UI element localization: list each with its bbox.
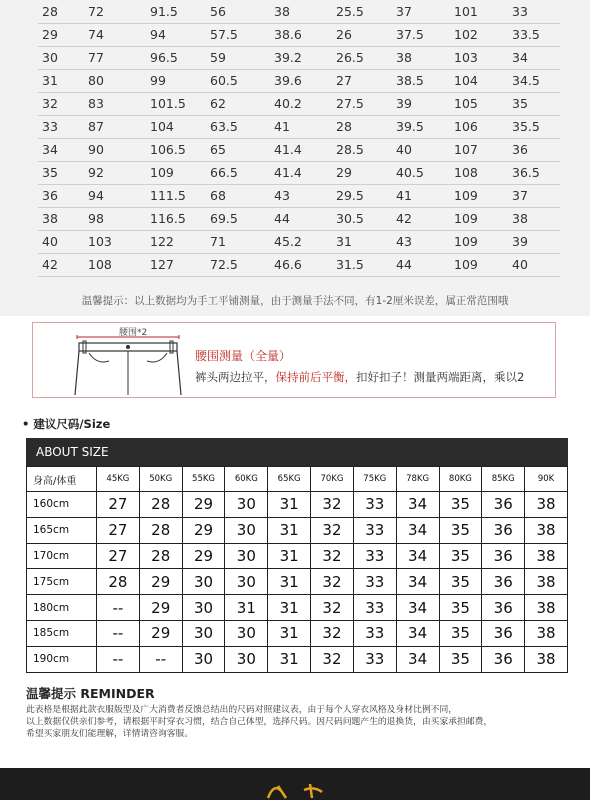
bottom-banner <box>0 768 590 800</box>
measurement-cell: 59 <box>206 46 270 69</box>
size-chart-cell: 36 <box>482 620 525 646</box>
measurement-table <box>38 0 560 277</box>
measurement-row <box>38 92 560 115</box>
size-chart-corner-label: 身高/体重 <box>27 467 97 492</box>
measurement-cell: 98 <box>84 207 146 230</box>
measurement-cell: 28.5 <box>332 138 392 161</box>
size-chart-cell: 30 <box>182 646 225 672</box>
decorative-calligraphy-icon <box>248 778 344 800</box>
size-chart-cell: 31 <box>268 517 311 543</box>
size-chart-cell: -- <box>97 620 140 646</box>
size-chart-cell: 38 <box>525 595 568 621</box>
size-chart-cell: 38 <box>525 492 568 518</box>
measurement-cell: 109 <box>450 207 508 230</box>
measurement-cell: 104 <box>450 69 508 92</box>
size-chart-cell: 35 <box>439 569 482 595</box>
measurement-cell: 31 <box>38 69 84 92</box>
waist-measure-diagram <box>32 322 556 398</box>
measurement-cell: 65 <box>206 138 270 161</box>
measurement-cell: 28 <box>332 115 392 138</box>
measurement-cell: 37.5 <box>392 23 450 46</box>
measurement-cell: 38 <box>270 0 332 23</box>
measurement-cell: 101.5 <box>146 92 206 115</box>
pants-icon <box>73 331 183 395</box>
measurement-cell: 127 <box>146 253 206 276</box>
measurement-cell: 42 <box>38 253 84 276</box>
measurement-cell: 38 <box>392 46 450 69</box>
diagram-desc-highlight: 保持前后平衡， <box>275 370 356 384</box>
size-chart-weight-header: 90K <box>525 467 568 492</box>
size-chart-cell: 38 <box>525 646 568 672</box>
measurement-row <box>38 0 560 23</box>
size-chart-weight-header: 80KG <box>439 467 482 492</box>
measurement-cell: 111.5 <box>146 184 206 207</box>
size-chart-cell: 28 <box>139 543 182 569</box>
measurement-cell: 35 <box>508 92 560 115</box>
waist-label: 腰围*2 <box>119 328 148 338</box>
measurement-cell: 46.6 <box>270 253 332 276</box>
size-chart-cell: 34 <box>396 595 439 621</box>
size-chart-cell: 29 <box>139 569 182 595</box>
size-chart-cell: 33 <box>353 569 396 595</box>
measurement-cell: 71 <box>206 230 270 253</box>
measurement-cell: 103 <box>84 230 146 253</box>
size-chart-cell: 36 <box>482 646 525 672</box>
measurement-cell: 36 <box>38 184 84 207</box>
size-chart-height-label: 180cm <box>27 595 97 621</box>
size-chart-weight-header: 78KG <box>396 467 439 492</box>
measurement-cell: 57.5 <box>206 23 270 46</box>
measurement-cell: 83 <box>84 92 146 115</box>
diagram-desc-part-1: 裤头两边拉平， <box>195 370 276 384</box>
measurement-cell: 37 <box>508 184 560 207</box>
measurement-cell: 31 <box>332 230 392 253</box>
measurement-cell: 116.5 <box>146 207 206 230</box>
measurement-cell: 39 <box>392 92 450 115</box>
measurement-cell: 96.5 <box>146 46 206 69</box>
size-chart-cell: 35 <box>439 543 482 569</box>
size-chart-weight-header: 75KG <box>353 467 396 492</box>
measurement-row <box>38 184 560 207</box>
diagram-desc-part-2: 扣好扣子！测量两端距离，乘以2 <box>356 370 525 384</box>
size-chart-cell: 31 <box>268 492 311 518</box>
measurement-cell: 40 <box>508 253 560 276</box>
size-chart-cell: 36 <box>482 492 525 518</box>
measurement-cell: 34.5 <box>508 69 560 92</box>
measurement-cell: 87 <box>84 115 146 138</box>
size-chart-cell: 36 <box>482 517 525 543</box>
measurement-cell: 56 <box>206 0 270 23</box>
measurement-cell: 33 <box>508 0 560 23</box>
size-chart-cell: 30 <box>182 620 225 646</box>
size-chart-cell: 31 <box>268 569 311 595</box>
measurement-cell: 90 <box>84 138 146 161</box>
measurement-cell: 36.5 <box>508 161 560 184</box>
measurement-cell: 106.5 <box>146 138 206 161</box>
measurement-cell: 26.5 <box>332 46 392 69</box>
size-chart-cell: 33 <box>353 492 396 518</box>
size-chart-cell: 34 <box>396 543 439 569</box>
size-chart-height-label: 185cm <box>27 620 97 646</box>
measurement-cell: 35.5 <box>508 115 560 138</box>
size-chart-cell: 32 <box>311 517 354 543</box>
measurement-row <box>38 69 560 92</box>
size-chart-cell: 35 <box>439 517 482 543</box>
size-chart-cell: 36 <box>482 595 525 621</box>
measurement-cell: 94 <box>146 23 206 46</box>
measurement-cell: 39.6 <box>270 69 332 92</box>
size-chart-cell: 31 <box>268 620 311 646</box>
measurement-cell: 105 <box>450 92 508 115</box>
measurement-cell: 41 <box>270 115 332 138</box>
size-chart-cell: 38 <box>525 543 568 569</box>
measurement-cell: 40 <box>38 230 84 253</box>
reminder-text <box>26 704 571 740</box>
size-chart-cell: 38 <box>525 620 568 646</box>
size-chart-cell: 33 <box>353 517 396 543</box>
size-chart-height-label: 175cm <box>27 569 97 595</box>
size-chart-row <box>27 517 568 543</box>
measurement-cell: 42 <box>392 207 450 230</box>
measurement-cell: 62 <box>206 92 270 115</box>
size-chart-cell: 32 <box>311 595 354 621</box>
size-chart-row <box>27 569 568 595</box>
measurement-cell: 43 <box>392 230 450 253</box>
size-chart-height-label: 160cm <box>27 492 97 518</box>
size-chart-cell: 32 <box>311 543 354 569</box>
size-chart-cell: 28 <box>97 569 140 595</box>
measurement-cell: 43 <box>270 184 332 207</box>
measurement-cell: 41.4 <box>270 161 332 184</box>
measurement-row <box>38 23 560 46</box>
measurement-cell: 30 <box>38 46 84 69</box>
size-chart-height-label: 165cm <box>27 517 97 543</box>
size-chart-cell: 30 <box>225 569 268 595</box>
measurement-row <box>38 138 560 161</box>
size-chart-cell: 29 <box>182 492 225 518</box>
measurement-cell: 32 <box>38 92 84 115</box>
measurement-cell: 108 <box>450 161 508 184</box>
size-chart-weight-header: 65KG <box>268 467 311 492</box>
measurement-cell: 109 <box>450 230 508 253</box>
measurement-cell: 109 <box>146 161 206 184</box>
measurement-cell: 92 <box>84 161 146 184</box>
measurement-cell: 27.5 <box>332 92 392 115</box>
measurement-cell: 66.5 <box>206 161 270 184</box>
measurement-cell: 29.5 <box>332 184 392 207</box>
measurement-row <box>38 230 560 253</box>
size-chart-cell: 38 <box>525 517 568 543</box>
size-chart-cell: 31 <box>268 646 311 672</box>
size-chart-cell: 30 <box>225 517 268 543</box>
reminder-line-3: 希望买家朋友们能理解，详情请咨询客服。 <box>26 729 194 739</box>
size-chart-cell: 30 <box>225 543 268 569</box>
size-chart-row <box>27 595 568 621</box>
about-size-bar: ABOUT SIZE <box>26 438 568 466</box>
measurement-cell: 107 <box>450 138 508 161</box>
size-chart-cell: 31 <box>268 595 311 621</box>
measurement-cell: 40.5 <box>392 161 450 184</box>
size-chart-cell: 35 <box>439 492 482 518</box>
size-chart-cell: 27 <box>97 492 140 518</box>
measurement-cell: 94 <box>84 184 146 207</box>
measurement-cell: 91.5 <box>146 0 206 23</box>
size-chart-cell: 27 <box>97 517 140 543</box>
size-chart-cell: 29 <box>139 595 182 621</box>
size-chart-cell: 28 <box>139 492 182 518</box>
size-chart-row <box>27 620 568 646</box>
size-chart-height-label: 190cm <box>27 646 97 672</box>
measurement-cell: 41.4 <box>270 138 332 161</box>
size-chart-cell: 30 <box>182 569 225 595</box>
size-chart-cell: 27 <box>97 543 140 569</box>
size-chart-cell: 32 <box>311 646 354 672</box>
size-chart-cell: 33 <box>353 595 396 621</box>
measurement-cell: 38.5 <box>392 69 450 92</box>
size-chart-row <box>27 646 568 672</box>
measurement-cell: 31.5 <box>332 253 392 276</box>
size-chart-cell: 34 <box>396 646 439 672</box>
measurement-cell: 29 <box>38 23 84 46</box>
size-chart-height-label: 170cm <box>27 543 97 569</box>
measurement-cell: 34 <box>38 138 84 161</box>
size-chart-cell: 32 <box>311 620 354 646</box>
measurement-cell: 63.5 <box>206 115 270 138</box>
size-chart-cell: -- <box>97 595 140 621</box>
measurement-cell: 25.5 <box>332 0 392 23</box>
measurement-row <box>38 207 560 230</box>
size-chart-cell: 30 <box>225 620 268 646</box>
size-chart-cell: 29 <box>139 620 182 646</box>
size-chart-weight-header: 50KG <box>139 467 182 492</box>
size-chart-cell: -- <box>139 646 182 672</box>
measurement-cell: 104 <box>146 115 206 138</box>
size-chart-cell: 36 <box>482 543 525 569</box>
size-chart-cell: 31 <box>268 543 311 569</box>
size-chart-cell: 35 <box>439 620 482 646</box>
size-chart-cell: 38 <box>525 569 568 595</box>
measurement-cell: 72 <box>84 0 146 23</box>
measurement-cell: 40 <box>392 138 450 161</box>
measurement-note: 温馨提示：以上数据均为手工平铺测量，由于测量手法不同，有1-2厘米误差，属正常范围哦 <box>81 295 509 307</box>
measurement-cell: 33 <box>38 115 84 138</box>
size-chart-header-row <box>27 467 568 492</box>
size-chart-cell: 32 <box>311 492 354 518</box>
size-chart-cell: 34 <box>396 620 439 646</box>
measurement-row <box>38 115 560 138</box>
measurement-cell: 28 <box>38 0 84 23</box>
size-chart-cell: 29 <box>182 517 225 543</box>
measurement-cell: 38.6 <box>270 23 332 46</box>
size-section-title: • 建议尺码/Size <box>22 417 111 431</box>
measurement-cell: 38 <box>508 207 560 230</box>
measurement-cell: 109 <box>450 253 508 276</box>
measurement-cell: 29 <box>332 161 392 184</box>
measurement-cell: 37 <box>392 0 450 23</box>
size-chart-weight-header: 85KG <box>482 467 525 492</box>
size-chart-weight-header: 60KG <box>225 467 268 492</box>
size-chart-row <box>27 492 568 518</box>
size-chart-cell: 28 <box>139 517 182 543</box>
measurement-cell: 106 <box>450 115 508 138</box>
measurement-cell: 30.5 <box>332 207 392 230</box>
measurement-cell: 41 <box>392 184 450 207</box>
size-chart-cell: 34 <box>396 492 439 518</box>
size-chart-cell: 35 <box>439 646 482 672</box>
size-chart-weight-header: 45KG <box>97 467 140 492</box>
measurement-cell: 103 <box>450 46 508 69</box>
size-chart-cell: 30 <box>182 595 225 621</box>
size-chart-cell: 31 <box>225 595 268 621</box>
measurement-cell: 40.2 <box>270 92 332 115</box>
measurement-cell: 74 <box>84 23 146 46</box>
size-chart-cell: 33 <box>353 646 396 672</box>
size-chart-cell: 34 <box>396 569 439 595</box>
size-chart-cell: 29 <box>182 543 225 569</box>
measurement-cell: 60.5 <box>206 69 270 92</box>
measurement-cell: 33.5 <box>508 23 560 46</box>
measurement-cell: 69.5 <box>206 207 270 230</box>
size-chart-cell: 35 <box>439 595 482 621</box>
size-chart-weight-header: 70KG <box>311 467 354 492</box>
size-chart-cell: -- <box>97 646 140 672</box>
measurement-cell: 101 <box>450 0 508 23</box>
measurement-cell: 39.5 <box>392 115 450 138</box>
measurement-cell: 108 <box>84 253 146 276</box>
size-chart-row <box>27 543 568 569</box>
measurement-cell: 39.2 <box>270 46 332 69</box>
size-chart-cell: 33 <box>353 543 396 569</box>
measurement-cell: 27 <box>332 69 392 92</box>
measurement-cell: 36 <box>508 138 560 161</box>
reminder-title: 温馨提示 REMINDER <box>26 686 155 701</box>
measurement-cell: 77 <box>84 46 146 69</box>
measurement-cell: 35 <box>38 161 84 184</box>
measurement-cell: 34 <box>508 46 560 69</box>
measurement-cell: 68 <box>206 184 270 207</box>
measurement-cell: 45.2 <box>270 230 332 253</box>
measurement-cell: 38 <box>38 207 84 230</box>
measurement-table-section <box>0 0 590 316</box>
measurement-row <box>38 46 560 69</box>
measurement-cell: 44 <box>270 207 332 230</box>
measurement-cell: 102 <box>450 23 508 46</box>
diagram-description <box>195 369 524 385</box>
measurement-cell: 99 <box>146 69 206 92</box>
reminder-line-1: 此表格是根据此款衣服版型及广大消费者反馈总结出的尺码对照建议表，由于每个人穿衣风格及身材比例不同， <box>26 705 458 715</box>
measurement-cell: 44 <box>392 253 450 276</box>
measurement-cell: 109 <box>450 184 508 207</box>
measurement-row <box>38 161 560 184</box>
measurement-cell: 39 <box>508 230 560 253</box>
measurement-cell: 122 <box>146 230 206 253</box>
size-chart-table <box>26 466 568 673</box>
size-chart-cell: 33 <box>353 620 396 646</box>
size-chart-cell: 34 <box>396 517 439 543</box>
reminder-line-2: 以上数据仅供亲们参考，请根据平时穿衣习惯，结合自己体型，选择尺码。因尺码问题产生的退换货，由买家承担邮费， <box>26 717 493 727</box>
measurement-cell: 72.5 <box>206 253 270 276</box>
measurement-cell: 26 <box>332 23 392 46</box>
size-chart-cell: 30 <box>225 492 268 518</box>
measurement-row <box>38 253 560 276</box>
size-chart-cell: 36 <box>482 569 525 595</box>
measurement-cell: 80 <box>84 69 146 92</box>
size-chart-cell: 30 <box>225 646 268 672</box>
size-chart-weight-header: 55KG <box>182 467 225 492</box>
diagram-title: 腰围测量（全量） <box>195 349 292 363</box>
size-chart-cell: 32 <box>311 569 354 595</box>
